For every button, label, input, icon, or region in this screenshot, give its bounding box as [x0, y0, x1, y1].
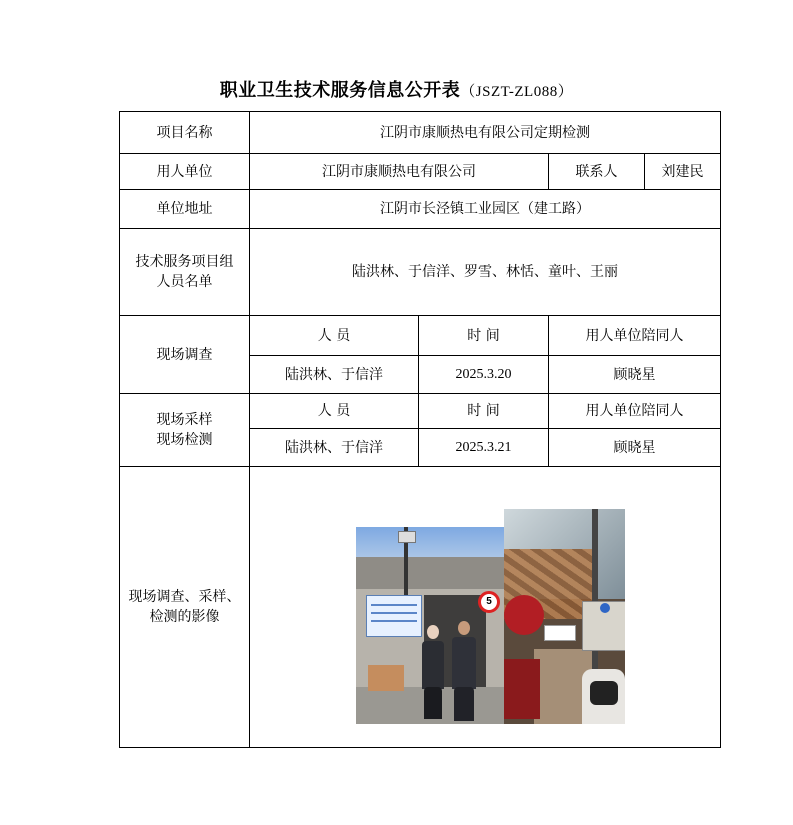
- project-value: 江阴市康顺热电有限公司定期检测: [250, 112, 721, 154]
- contact-label: 联系人: [549, 154, 645, 190]
- employer-label: 用人单位: [120, 154, 250, 190]
- row-sampling-header: [120, 394, 721, 429]
- team-value: 陆洪林、于信洋、罗雪、林恬、童叶、王丽: [250, 229, 721, 316]
- survey-col-people: 人 员: [250, 316, 419, 356]
- images-label: 现场调查、采样、检测的影像: [120, 467, 250, 748]
- row-team: [120, 229, 721, 316]
- form-code: （JSZT-ZL088）: [460, 84, 574, 100]
- sampling-equipment-photo: [504, 509, 625, 724]
- sampling-people: 陆洪林、于信洋: [250, 429, 419, 467]
- sampling-col-people: 人 员: [250, 394, 419, 429]
- address-label: 单位地址: [120, 190, 250, 229]
- title-text: 职业卫生技术服务信息公开表: [219, 80, 461, 101]
- row-address: [120, 190, 721, 229]
- row-survey-header: [120, 316, 721, 356]
- survey-col-time: 时 间: [419, 316, 549, 356]
- sampling-label: [120, 394, 250, 467]
- project-label: 项目名称: [120, 112, 250, 154]
- sampling-escort: 顾晓星: [549, 429, 721, 467]
- address-value: 江阴市长泾镇工业园区（建工路）: [250, 190, 721, 229]
- info-table: [119, 111, 721, 748]
- employer-value: 江阴市康顺热电有限公司: [250, 154, 549, 190]
- photo-area: [250, 467, 720, 747]
- sampling-time: 2025.3.21: [419, 429, 549, 467]
- row-project: [120, 112, 721, 154]
- team-label: 技术服务项目组人员名单: [120, 229, 250, 316]
- survey-escort: 顾晓星: [549, 356, 721, 394]
- survey-people: 陆洪林、于信洋: [250, 356, 419, 394]
- survey-time: 2025.3.20: [419, 356, 549, 394]
- contact-value: 刘建民: [645, 154, 721, 190]
- site-survey-photo: [356, 527, 504, 724]
- page-title: [0, 76, 793, 102]
- survey-label: 现场调查: [120, 316, 250, 394]
- sampling-col-escort: 用人单位陪同人: [549, 394, 721, 429]
- notice-board-image: [366, 595, 422, 637]
- row-employer: [120, 154, 721, 190]
- speed-limit-sign-image: 5: [478, 591, 500, 613]
- images-cell: [250, 467, 721, 748]
- row-images: [120, 467, 721, 748]
- sampling-label-line1: 现场采样: [156, 412, 213, 428]
- sampling-col-time: 时 间: [419, 394, 549, 429]
- survey-col-escort: 用人单位陪同人: [549, 316, 721, 356]
- sampling-label-line2: 现场检测: [156, 432, 213, 448]
